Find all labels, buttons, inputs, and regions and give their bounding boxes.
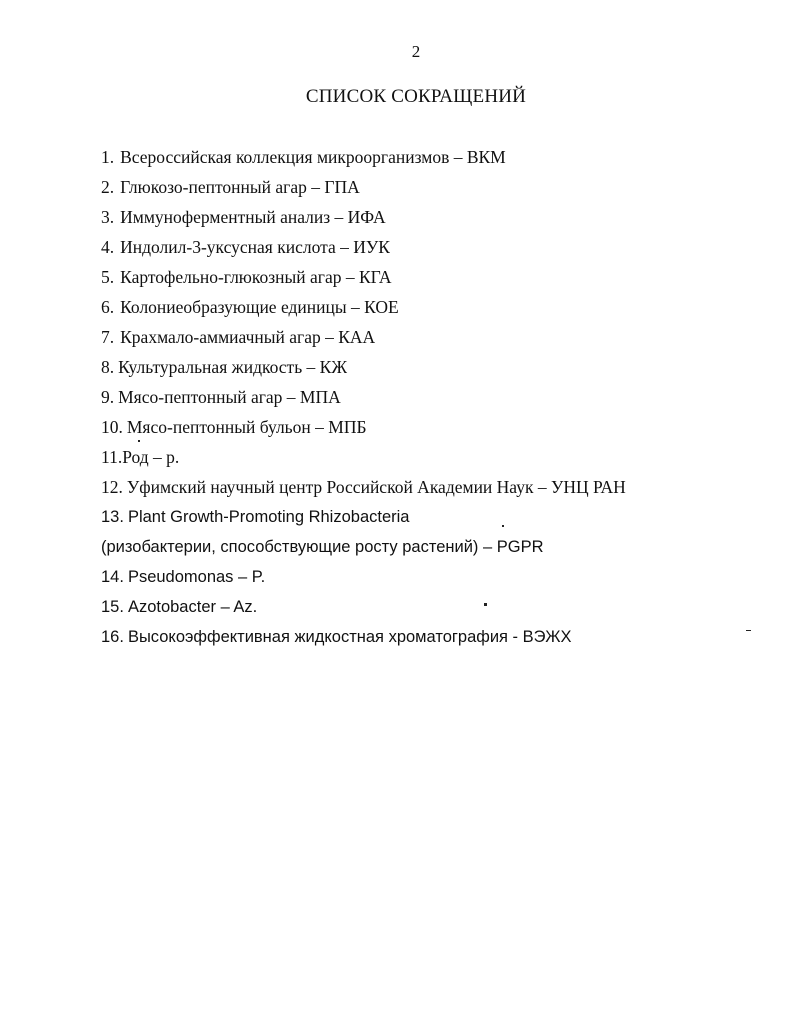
list-item (101, 414, 626, 444)
list-item (101, 234, 626, 264)
item-text: Род – р. (122, 447, 180, 467)
item-number: 6. (101, 297, 115, 317)
item-text: Глюкозо-пептонный агар – ГПА (120, 177, 360, 197)
page-title: СПИСОК СОКРАЩЕНИЙ (305, 86, 527, 107)
list-item (101, 144, 626, 174)
list-item (101, 564, 626, 594)
item-number: 9. (101, 387, 115, 407)
list-item (101, 594, 626, 624)
scan-speck (746, 630, 751, 631)
list-item (101, 354, 626, 384)
list-item (101, 264, 626, 294)
abbreviation-list (101, 144, 626, 654)
item-number: 5. (101, 267, 115, 287)
item-text: Мясо-пептонный бульон – МПБ (126, 417, 367, 437)
item-number: 3. (101, 207, 115, 227)
item-number: 1. (101, 147, 115, 167)
item-text: Plant Growth-Promoting Rhizobacteria (127, 508, 410, 526)
list-item (101, 204, 626, 234)
item-number: 16. (101, 628, 124, 646)
item-text: Azotobacter – Az. (127, 598, 258, 616)
item-number: 11. (101, 447, 123, 467)
scan-speck (138, 440, 140, 442)
item-text: Высокоэффективная жидкостная хроматография - ВЭЖХ (127, 628, 572, 646)
item-number: 7. (101, 327, 115, 347)
list-item (101, 444, 626, 474)
scan-speck (484, 603, 487, 606)
item-number: 14. (101, 568, 124, 586)
item-text: Pseudomonas – P. (127, 568, 266, 586)
item-number: 2. (101, 177, 115, 197)
item-number: 10. (101, 417, 123, 437)
item-number: 13. (101, 508, 124, 526)
list-item (101, 624, 626, 654)
item-number: 4. (101, 237, 115, 257)
list-item (101, 294, 626, 324)
item-text: Колониеобразующие единицы – КОЕ (120, 297, 399, 317)
list-item (101, 534, 626, 564)
item-text: Крахмало-аммиачный агар – КАА (120, 327, 376, 347)
list-item (101, 324, 626, 354)
item-text: Картофельно-глюкозный агар – КГА (120, 267, 392, 287)
list-item (101, 474, 626, 504)
list-item (101, 384, 626, 414)
page-number: 2 (411, 42, 421, 61)
item-text: Мясо-пептонный агар – МПА (118, 387, 341, 407)
list-item (101, 174, 626, 204)
list-item (101, 504, 626, 534)
item-text: Культуральная жидкость – КЖ (118, 357, 348, 377)
item-text: (ризобактерии, способствующие росту растений) – PGPR (101, 538, 544, 556)
item-number: 8. (101, 357, 115, 377)
scan-speck (502, 525, 504, 527)
item-text: Уфимский научный центр Российской Академии Наук – УНЦ РАН (126, 477, 626, 497)
item-text: Иммуноферментный анализ – ИФА (120, 207, 386, 227)
item-number: 15. (101, 598, 124, 616)
item-text: Всероссийская коллекция микроорганизмов – ВКМ (120, 147, 506, 167)
item-number: 12. (101, 477, 123, 497)
item-text: Индолил-3-уксусная кислота – ИУК (120, 237, 390, 257)
